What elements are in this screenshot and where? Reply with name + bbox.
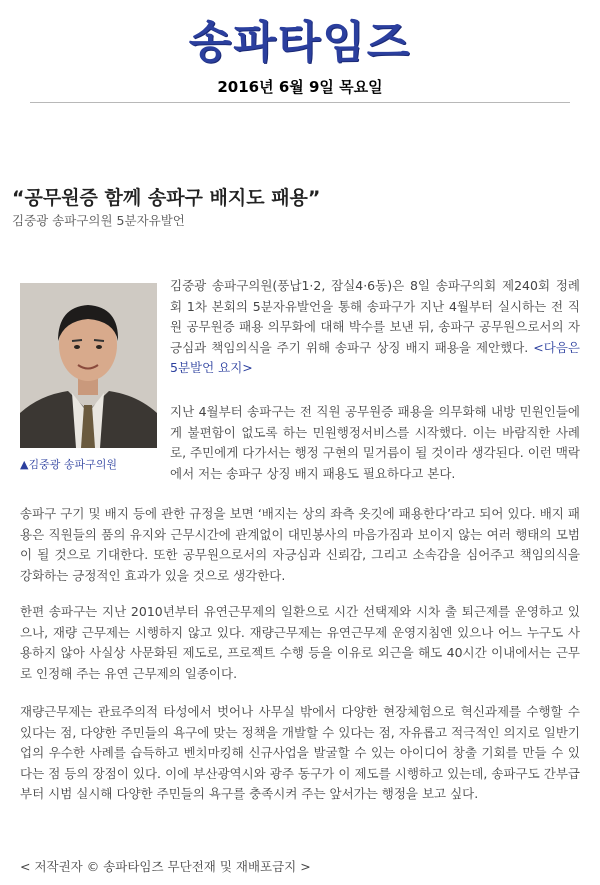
portrait-illustration — [20, 283, 157, 448]
article-paragraph-3: 송파구 구기 및 배지 등에 관한 규정을 보면 ‘배지는 상의 좌측 옷깃에 패용한다’라고 되어 있다. 배지 패용은 직원들의 품의 유지와 근무시간에 관계없이 대민봉사의 마음가짐과 보이지 않는 여러 행태의 모범이 될 것으로 기대한다. 또한 공무원으로서의 자긍심과 신뢰감, 그리고 소속감을 심어주고 책임의식을 강화하는 긍정적인 효과가 있을 것으로 생각한다. — [20, 506, 580, 583]
article-paragraph-1 — [170, 276, 580, 379]
portrait-photo — [20, 283, 157, 448]
paragraph-text: 김중광 송파구의원(풍납1·2, 잠실4·6동)은 8일 송파구의회 제240회 정례회 1차 본회의 5분자유발언을 통해 송파구가 지난 4월부터 실시하는 전 직원 공무원증 패용 의무화에 대해 박수를 보낸 뒤, 송파구 공무원으로서의 자긍심과 책임의식을 주기 위해 송파구 상징 배지 패용을 제안했다. — [170, 278, 580, 355]
article-paragraph-2: 지난 4월부터 송파구는 전 직원 공무원증 패용을 의무화해 내방 민원인들에게 불편함이 없도록 하는 민원행정서비스를 시작했다. 이는 바람직한 사례로, 주민에게 다가서는 행정 구현의 밑거름이 될 것이라 생각된다. 이런 맥락에서 저는 송파구 상징 배지 패용도 필요하다고 본다. — [170, 404, 580, 481]
copyright-notice: < 저작권자 © 송파타임즈 무단전재 및 재배포금지 > — [20, 859, 311, 874]
issue-date: 2016년 6월 9일 목요일 — [217, 78, 383, 96]
article-subtitle: 김중광 송파구의원 5분자유발언 — [12, 213, 185, 228]
newspaper-logo[interactable]: 송파타임즈 — [188, 17, 412, 68]
article-paragraph-5: 재량근무제는 관료주의적 타성에서 벗어나 사무실 밖에서 다양한 현장체험으로 혁신과제를 수행할 수 있다는 점, 다양한 주민들의 욕구에 맞는 정책을 개발할 수 있다는 점, 자유롭고 적극적인 의지로 일반기업의 우수한 사례를 습득하고 벤치마킹해 신규사업을 발굴할 수 있는 아이디어 창출 기회를 만들 수 있다는 점 등의 장점이 있다. 이에 부산광역시와 광주 동구가 이 제도를 시행하고 있는데, 송파구도 간부급부터 시범 실시해 다양한 주민들의 욕구를 충족시켜 주는 앞서가는 행정을 보고 싶다. — [20, 704, 580, 801]
article-paragraph-4: 한편 송파구는 지난 2010년부터 유연근무제의 일환으로 시간 선택제와 시차 출 퇴근제를 운영하고 있으나, 재량 근무제는 시행하지 않고 있다. 재량근무제는 유연근무제 운영지침엔 있으나 어느 누구도 사용하지 않아 사실상 사문화된 제도로, 프로젝트 수행 등을 이유로 외근을 해도 40시간 이내에서는 근무로 인정해 주는 유연 근무제의 일종이다. — [20, 604, 580, 681]
photo-caption: ▲김중광 송파구의원 — [20, 458, 117, 471]
masthead — [0, 0, 600, 70]
speech-summary-link[interactable]: <다음은 5분발언 요지> — [170, 339, 580, 375]
article-title: “공무원증 함께 송파구 배지도 패용” — [12, 187, 321, 209]
header-divider — [30, 102, 570, 103]
